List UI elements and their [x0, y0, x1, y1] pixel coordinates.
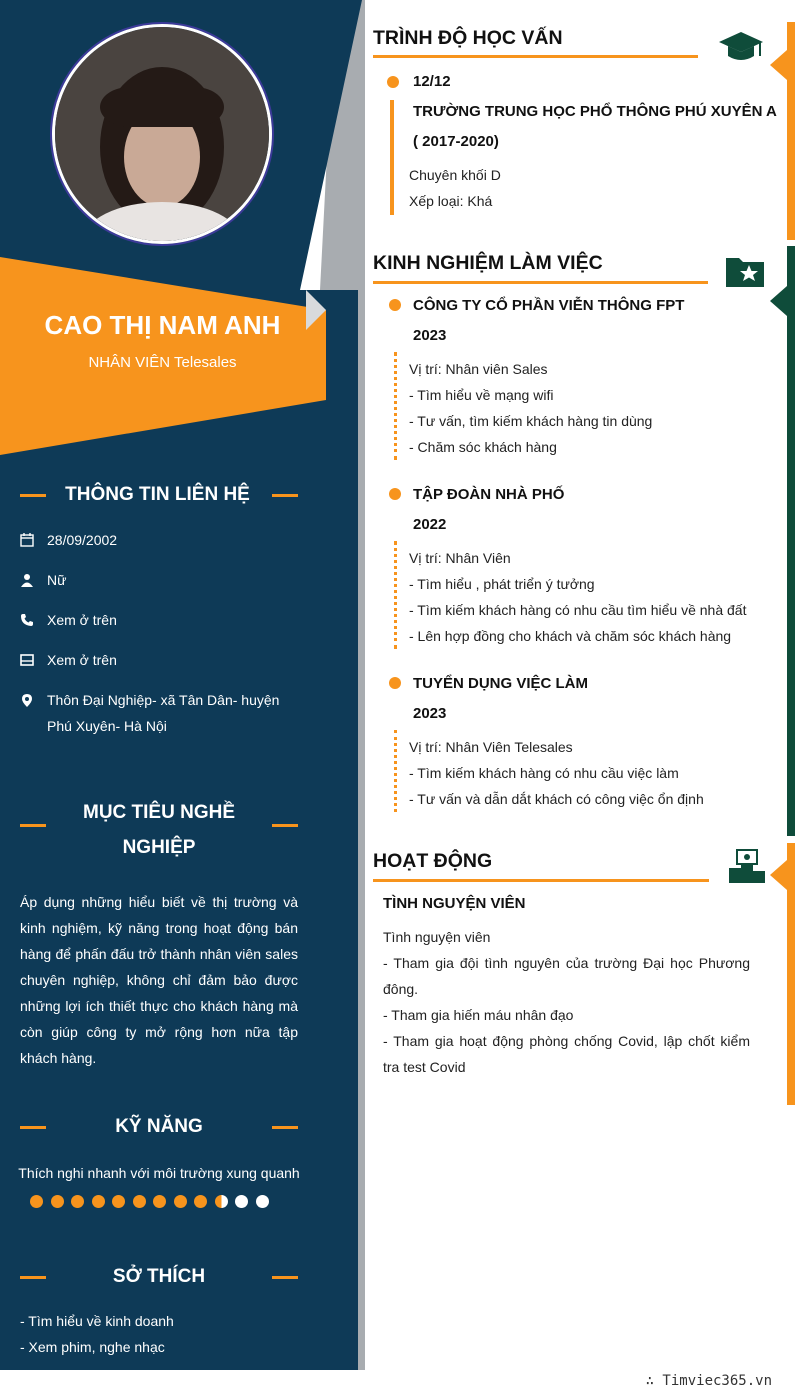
contact-text: Nữ: [47, 572, 67, 588]
divider-dash: [20, 1126, 46, 1129]
education-school: TRƯỜNG TRUNG HỌC PHỔ THÔNG PHÚ XUYÊN A: [413, 103, 777, 120]
job-line: - Tư vấn, tìm kiếm khách hàng tin dùng: [409, 413, 653, 429]
skill-dot: [51, 1195, 64, 1208]
job-year: 2023: [413, 705, 447, 722]
divider-dash: [272, 824, 298, 827]
divider-dash: [20, 1276, 46, 1279]
candidate-role: NHÂN VIÊN Telesales: [88, 354, 237, 371]
timeline-dots: [394, 352, 397, 460]
skill-dot: [92, 1195, 105, 1208]
divider-dash: [20, 824, 46, 827]
graduation-cap-icon: [718, 30, 764, 64]
skill-dot: [256, 1195, 269, 1208]
contact-text: Thôn Đại Nghiệp- xã Tân Dân- huyện Phú Xuyên- Hà Nội: [47, 692, 280, 734]
job-company: TẬP ĐOÀN NHÀ PHỐ: [413, 486, 565, 503]
contact-text: Xem ở trên: [47, 652, 117, 668]
contact-title: THÔNG TIN LIÊN HỆ: [65, 484, 250, 505]
activities-title: HOẠT ĐỘNG: [373, 850, 493, 872]
section-rule: [373, 281, 708, 284]
timeline-bullet: [389, 677, 401, 689]
activity-line: - Tham gia đội tình nguyên của trường Đại học Phương đông.: [383, 955, 750, 997]
job-year: 2023: [413, 327, 447, 344]
job-line: - Tìm kiếm khách hàng có nhu cầu việc làm: [409, 765, 679, 781]
job-company: TUYỂN DỤNG VIỆC LÀM: [413, 675, 589, 692]
activity-line: Tình nguyện viên: [383, 929, 491, 945]
divider-dash: [272, 1126, 298, 1129]
activity-line: - Tham gia hiến máu nhân đạo: [383, 1007, 574, 1023]
hobby-item: - Tìm hiểu về kinh doanh: [20, 1313, 174, 1329]
location-icon: [20, 693, 34, 707]
activity-line: - Tham gia hoạt động phòng chống Covid, lập chốt kiểm tra test Covid: [383, 1033, 750, 1075]
user-icon: [20, 573, 34, 587]
contact-text: 28/09/2002: [47, 532, 118, 548]
job-line: - Tư vấn và dẫn dắt khách có công việc ổn định: [409, 791, 704, 807]
skill-dot: [133, 1195, 146, 1208]
timeline-bullet: [389, 488, 401, 500]
email-icon: [20, 653, 34, 667]
timeline-bullet: [389, 299, 401, 311]
skill-dot: [174, 1195, 187, 1208]
contact-text: Xem ở trên: [47, 612, 117, 628]
timeline-bar: [390, 100, 394, 215]
education-grade: 12/12: [413, 73, 451, 90]
timeline-dots: [394, 541, 397, 649]
hobby-item: - Xem phim, nghe nhạc: [20, 1339, 165, 1355]
job-line: - Lên hợp đồng cho khách và chăm sóc khách hàng: [409, 628, 732, 644]
skill-dot: [215, 1195, 228, 1208]
job-company: CÔNG TY CỔ PHẦN VIỄN THÔNG FPT: [413, 297, 685, 314]
candidate-name: CAO THỊ NAM ANH: [44, 310, 281, 340]
job-line: - Tìm hiểu , phát triển ý tưởng: [409, 576, 595, 592]
objective-title: [60, 795, 258, 865]
education-title: TRÌNH ĐỘ HỌC VẤN: [373, 27, 563, 49]
skill-dot: [71, 1195, 84, 1208]
activity-role: TÌNH NGUYỆN VIÊN: [383, 895, 526, 912]
hobbies-title: SỞ THÍCH: [112, 1266, 206, 1287]
education-detail: Chuyên khối D: [409, 167, 501, 183]
job-line: - Chăm sóc khách hàng: [409, 439, 557, 455]
objective-text: Áp dụng những hiểu biết về thị trường và kinh nghiệm, kỹ năng trong hoạt động bán hàng để phấn đấu trở thành nhân viên sales chuyên nghiệp, không chỉ đảm bảo được những lợi ích thiết thực cho khách hàng mà còn giúp công ty mở rộng hơn nữa tập khách hàng.: [20, 894, 298, 1066]
divider-dash: [20, 494, 46, 497]
skill-dot: [194, 1195, 207, 1208]
skills-title: KỸ NĂNG: [115, 1116, 203, 1137]
job-line: Vị trí: Nhân Viên: [409, 550, 511, 566]
divider-dash: [272, 1276, 298, 1279]
job-line: - Tìm kiếm khách hàng có nhu cầu tìm hiểu về nhà đất: [409, 602, 747, 618]
objective-title-line: NGHIỆP: [122, 837, 196, 858]
timeline-dots: [394, 730, 397, 812]
objective-title-line: MỤC TIÊU NGHỀ: [83, 802, 235, 823]
section-rule: [373, 879, 709, 882]
watermark: ∴ Timviec365.vn: [645, 1373, 772, 1389]
job-year: 2022: [413, 516, 447, 533]
podium-icon: [728, 846, 766, 884]
section-rule: [373, 55, 698, 58]
education-years: ( 2017-2020): [413, 133, 499, 150]
experience-title: KINH NGHIỆM LÀM VIỆC: [373, 252, 603, 274]
timeline-bullet: [387, 76, 399, 88]
job-line: Vị trí: Nhân viên Sales: [409, 361, 548, 377]
skill-dot: [153, 1195, 166, 1208]
skill-dot: [112, 1195, 125, 1208]
job-line: - Tìm hiểu về mạng wifi: [409, 387, 554, 403]
skill-dot: [30, 1195, 43, 1208]
avatar: [52, 24, 272, 244]
folder-star-icon: [725, 252, 765, 288]
divider-dash: [272, 494, 298, 497]
skill-name: Thích nghi nhanh với môi trường xung quanh: [18, 1165, 300, 1181]
education-detail: Xếp loại: Khá: [409, 193, 493, 209]
job-line: Vị trí: Nhân Viên Telesales: [409, 739, 573, 755]
skill-dot: [235, 1195, 248, 1208]
calendar-icon: [20, 533, 34, 547]
phone-icon: [20, 613, 34, 627]
